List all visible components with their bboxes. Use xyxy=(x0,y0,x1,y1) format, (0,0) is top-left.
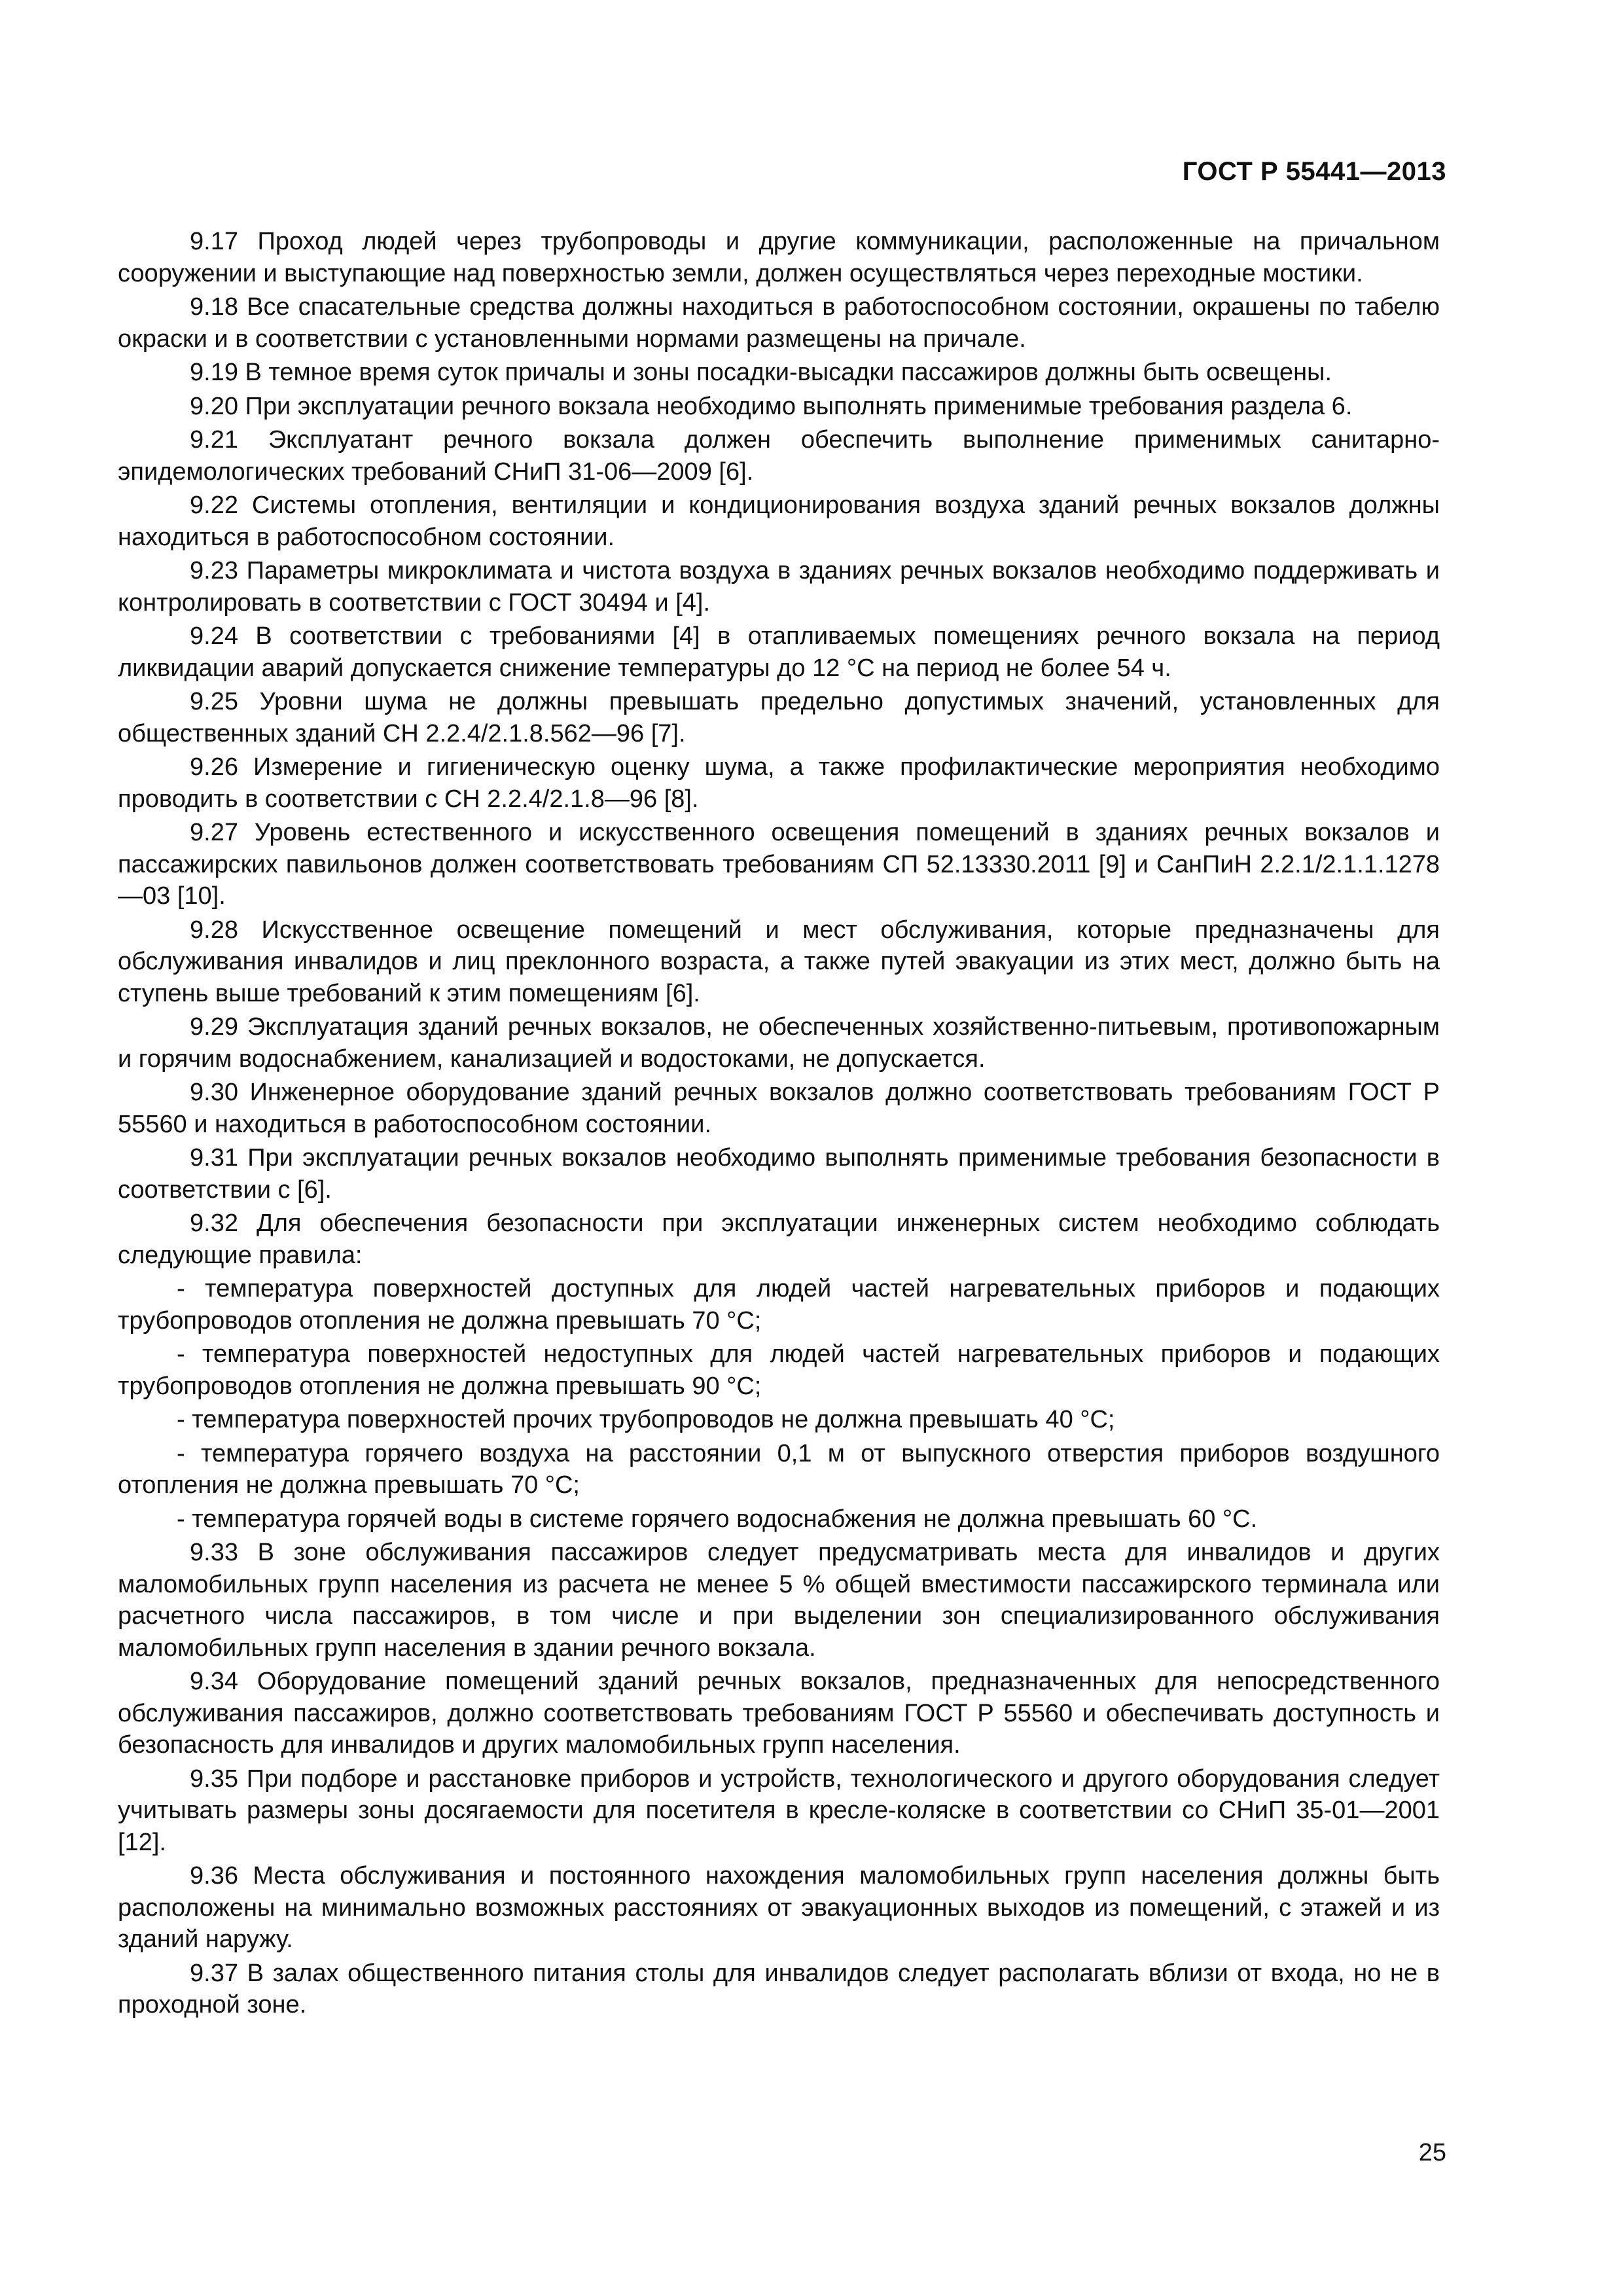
paragraph-9-25: 9.25 Уровни шума не должны превышать предельно допустимых значений, установленных для общественных зданий СН 2.2.4/2.1.8.562—96 [7]. xyxy=(118,688,1440,747)
paragraph-9-32: 9.32 Для обеспечения безопасности при эксплуатации инженерных систем необходимо соблюдать следующие правила: xyxy=(118,1210,1440,1269)
paragraph-9-29: 9.29 Эксплуатация зданий речных вокзалов, не обеспеченных хозяйственно-питьевым, противопожарным и горячим водоснабжением, канализацией и водостоками, не допускается. xyxy=(118,1013,1440,1073)
paragraph-9-27: 9.27 Уровень естественного и искусственного освещения помещений в зданиях речных вокзалов и пассажирских павильонов должен соответствовать требованиям СП 52.13330.2011 [9] и СанПиН 2.2.1/2.1.1.1278—03 [10]. xyxy=(118,819,1440,910)
list-item: - температура горячего воздуха на расстоянии 0,1 м от выпускного отверстия приборов воздушного отопления не должна превышать 70 °С; xyxy=(118,1439,1440,1499)
list-item: - температура поверхностей прочих трубопроводов не должна превышать 40 °С; xyxy=(177,1406,1115,1433)
paragraph-9-37: 9.37 В залах общественного питания столы для инвалидов следует располагать вблизи от входа, но не в проходной зоне. xyxy=(118,1959,1440,2018)
document-standard-id: ГОСТ Р 55441—2013 xyxy=(1182,157,1446,186)
page-number: 25 xyxy=(1418,2139,1446,2166)
paragraph-9-28: 9.28 Искусственное освещение помещений и мест обслуживания, которые предназначены для обслуживания инвалидов и лиц преклонного возраста, а также путей эвакуации из этих мест, должно быть на ступень выше требований к этим помещениям [6]. xyxy=(118,916,1440,1007)
paragraph-9-17: 9.17 Проход людей через трубопроводы и другие коммуникации, расположенные на причальном сооружении и выступающие над поверхностью земли, должен осуществляться через переходные мостики. xyxy=(118,228,1440,287)
paragraph-9-22: 9.22 Системы отопления, вентиляции и кондиционирования воздуха зданий речных вокзалов должны находиться в работоспособном состоянии. xyxy=(118,492,1440,551)
paragraph-9-20: 9.20 При эксплуатации речного вокзала необходимо выполнять применимые требования раздела 6. xyxy=(190,392,1353,420)
paragraph-9-24: 9.24 В соответствии с требованиями [4] в отапливаемых помещениях речного вокзала на период ликвидации аварий допускается снижение температуры до 12 °С на период не более 54 ч. xyxy=(118,622,1440,682)
paragraph-9-30: 9.30 Инженерное оборудование зданий речных вокзалов должно соответствовать требованиям ГОСТ Р 55560 и находиться в работоспособном состоянии. xyxy=(118,1079,1440,1138)
paragraph-9-18: 9.18 Все спасательные средства должны находиться в работоспособном состоянии, окрашены по табелю окраски и в соответствии с установленными нормами размещены на причале. xyxy=(118,293,1440,353)
paragraph-9-26: 9.26 Измерение и гигиеническую оценку шума, а также профилактические мероприятия необходимо проводить в соответствии с СН 2.2.4/2.1.8—96 [8]. xyxy=(118,753,1440,813)
paragraph-9-33: 9.33 В зоне обслуживания пассажиров следует предусматривать места для инвалидов и других маломобильных групп населения из расчета не менее 5 % общей вместимости пассажирского терминала или расчетного числа пассажиров, в том числе и при выделении зон специализированного обслуживания маломобильных групп населения в здании речного вокзала. xyxy=(118,1539,1440,1662)
paragraph-9-36: 9.36 Места обслуживания и постоянного нахождения маломобильных групп населения должны быть расположены на минимально возможных расстояниях от эвакуационных выходов из помещений, с этажей и из зданий наружу. xyxy=(118,1862,1440,1953)
document-body xyxy=(118,226,1440,2023)
paragraph-9-34: 9.34 Оборудование помещений зданий речных вокзалов, предназначенных для непосредственного обслуживания пассажиров, должно соответствовать требованиям ГОСТ Р 55560 и обеспечивать доступность и безопасность для инвалидов и других маломобильных групп населения. xyxy=(118,1668,1440,1759)
paragraph-9-19: 9.19 В темное время суток причалы и зоны посадки-высадки пассажиров должны быть освещены. xyxy=(190,359,1332,386)
list-item: - температура горячей воды в системе горячего водоснабжения не должна превышать 60 °С. xyxy=(177,1505,1258,1533)
paragraph-9-35: 9.35 При подборе и расстановке приборов и устройств, технологического и другого оборудования следует учитывать размеры зоны досягаемости для посетителя в кресле-коляске в соответствии со СНиП 35-01—2001 [12]. xyxy=(118,1765,1440,1856)
list-item: - температура поверхностей доступных для людей частей нагревательных приборов и подающих трубопроводов отопления не должна превышать 70 °С; xyxy=(118,1275,1440,1335)
paragraph-9-31: 9.31 При эксплуатации речных вокзалов необходимо выполнять применимые требования безопасности в соответствии с [6]. xyxy=(118,1144,1440,1204)
paragraph-9-21: 9.21 Эксплуатант речного вокзала должен обеспечить выполнение применимых санитарно-эпидемологических требований СНиП 31-06—2009 [6]. xyxy=(118,426,1440,486)
list-item: - температура поверхностей недоступных для людей частей нагревательных приборов и подающих трубопроводов отопления не должна превышать 90 °С; xyxy=(118,1340,1440,1400)
paragraph-9-23: 9.23 Параметры микроклимата и чистота воздуха в зданиях речных вокзалов необходимо поддерживать и контролировать в соответствии с ГОСТ 30494 и [4]. xyxy=(118,557,1440,617)
